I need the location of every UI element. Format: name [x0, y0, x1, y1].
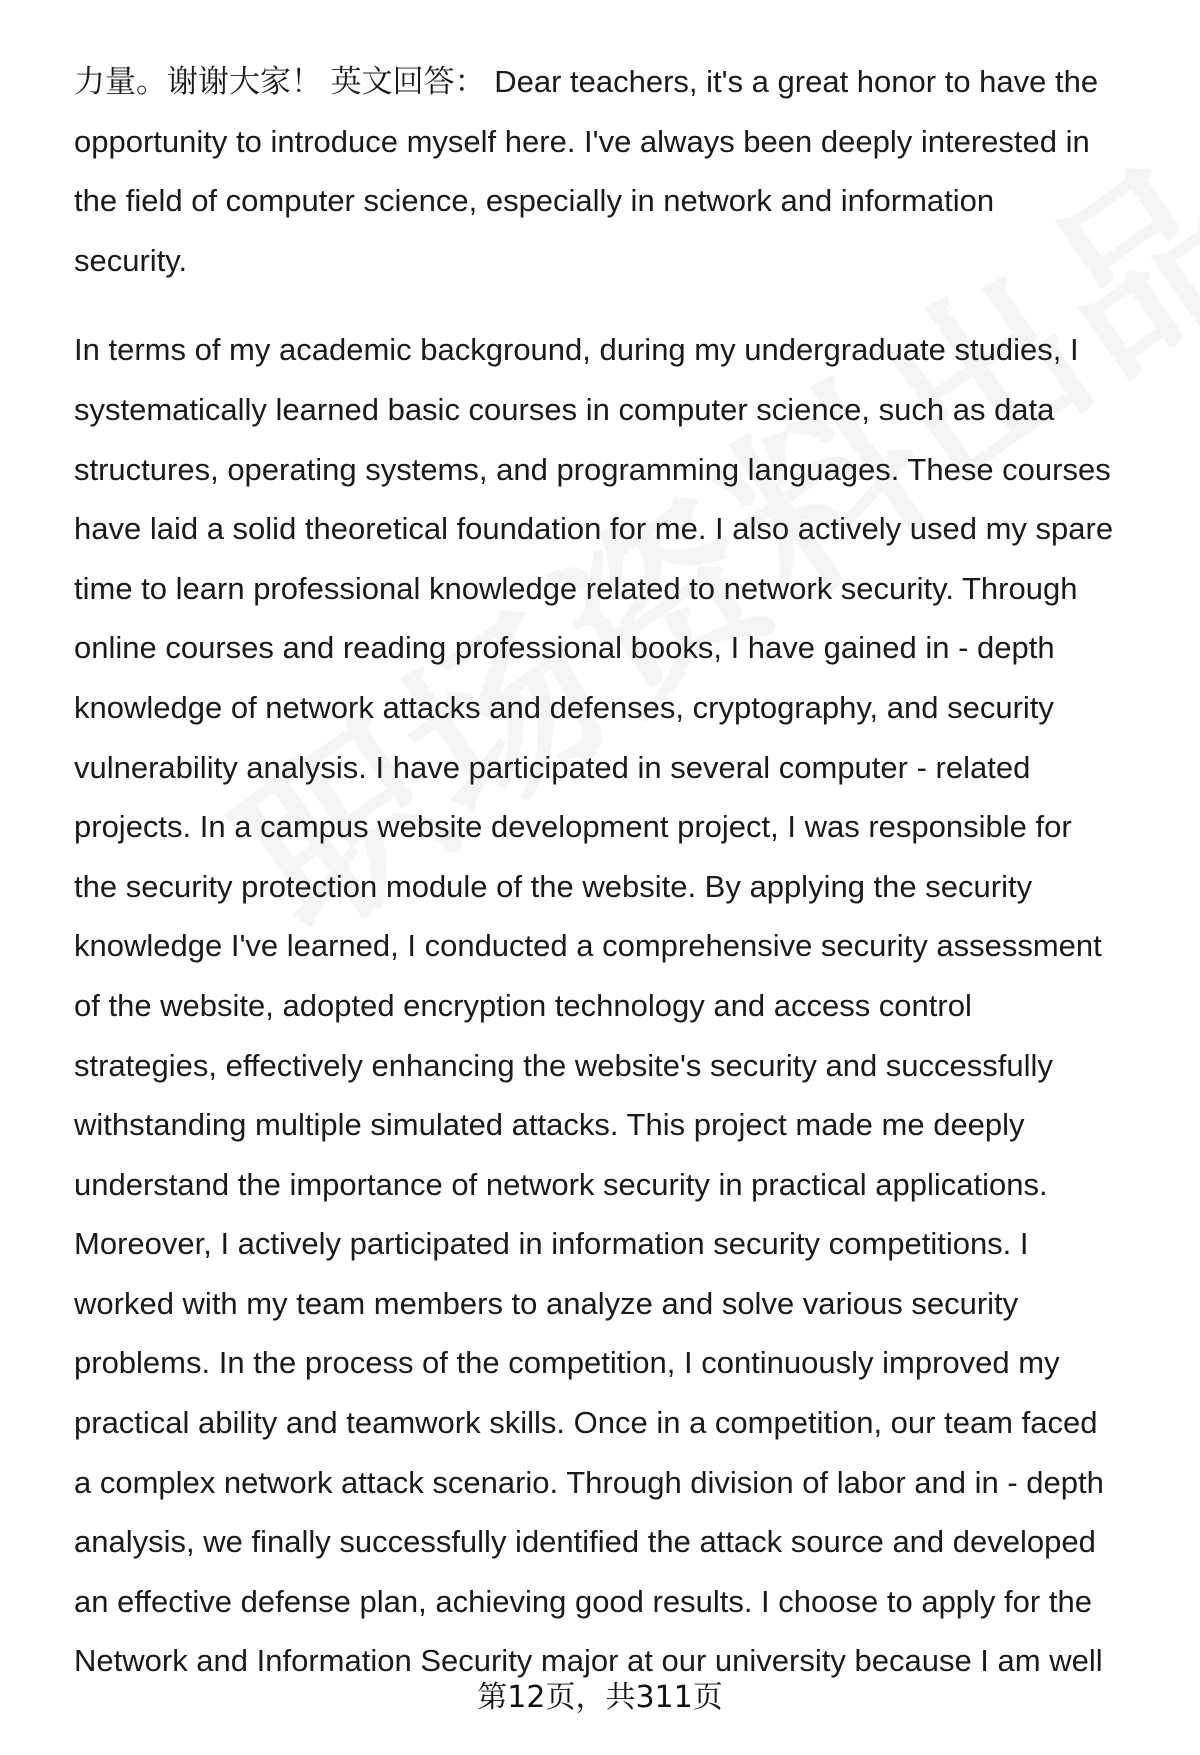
text-line: opportunity to introduce myself here. I've always been deeply interested in	[74, 123, 1090, 159]
text-line: Network and Information Security major at our university because I am well	[74, 1643, 1103, 1679]
text-line: analysis, we finally successfully identified the attack source and developed	[74, 1524, 1096, 1560]
text-line: of the website, adopted encryption technology and access control	[74, 987, 972, 1023]
text-line: online courses and reading professional books, I have gained in - depth	[74, 630, 1055, 666]
document-body	[74, 52, 1164, 1691]
paragraph-1	[74, 52, 1164, 290]
paragraph-spacer	[74, 290, 1164, 320]
text-line: vulnerability analysis. I have participated in several computer - related	[74, 749, 1031, 785]
text-line: practical ability and teamwork skills. Once in a competition, our team faced	[74, 1405, 1098, 1441]
text-line: projects. In a campus website development project, I was responsible for	[74, 809, 1072, 845]
text-line: the field of computer science, especially in network and information	[74, 183, 995, 219]
text-line: security.	[74, 242, 188, 278]
text-line: the security protection module of the website. By applying the security	[74, 868, 1033, 904]
text-line: understand the importance of network security in practical applications.	[74, 1166, 1048, 1202]
text-line: withstanding multiple simulated attacks. This project made me deeply	[74, 1107, 1025, 1143]
page-number: 第12页，共311页	[477, 1680, 723, 1715]
text-line: an effective defense plan, achieving good results. I choose to apply for the	[74, 1583, 1092, 1619]
text-line: time to learn professional knowledge related to network security. Through	[74, 570, 1078, 606]
text-line: 力量。谢谢大家！ 英文回答： Dear teachers, it's a great honor to have the	[74, 64, 1099, 99]
text-line: Moreover, I actively participated in information security competitions. I	[74, 1226, 1029, 1262]
paragraph-2	[74, 320, 1164, 1691]
text-line: worked with my team members to analyze and solve various security	[74, 1285, 1019, 1321]
text-line: In terms of my academic background, during my undergraduate studies, I	[74, 332, 1079, 368]
text-line: have laid a solid theoretical foundation for me. I also actively used my spare	[74, 511, 1114, 547]
text-line: problems. In the process of the competition, I continuously improved my	[74, 1345, 1060, 1381]
text-line: systematically learned basic courses in computer science, such as data	[74, 391, 1055, 427]
text-line: strategies, effectively enhancing the website's security and successfully	[74, 1047, 1053, 1083]
text-line: knowledge I've learned, I conducted a comprehensive security assessment	[74, 928, 1102, 964]
text-line: structures, operating systems, and programming languages. These courses	[74, 451, 1111, 487]
text-line: a complex network attack scenario. Through division of labor and in - depth	[74, 1464, 1104, 1500]
text-line: knowledge of network attacks and defenses, cryptography, and security	[74, 689, 1054, 725]
